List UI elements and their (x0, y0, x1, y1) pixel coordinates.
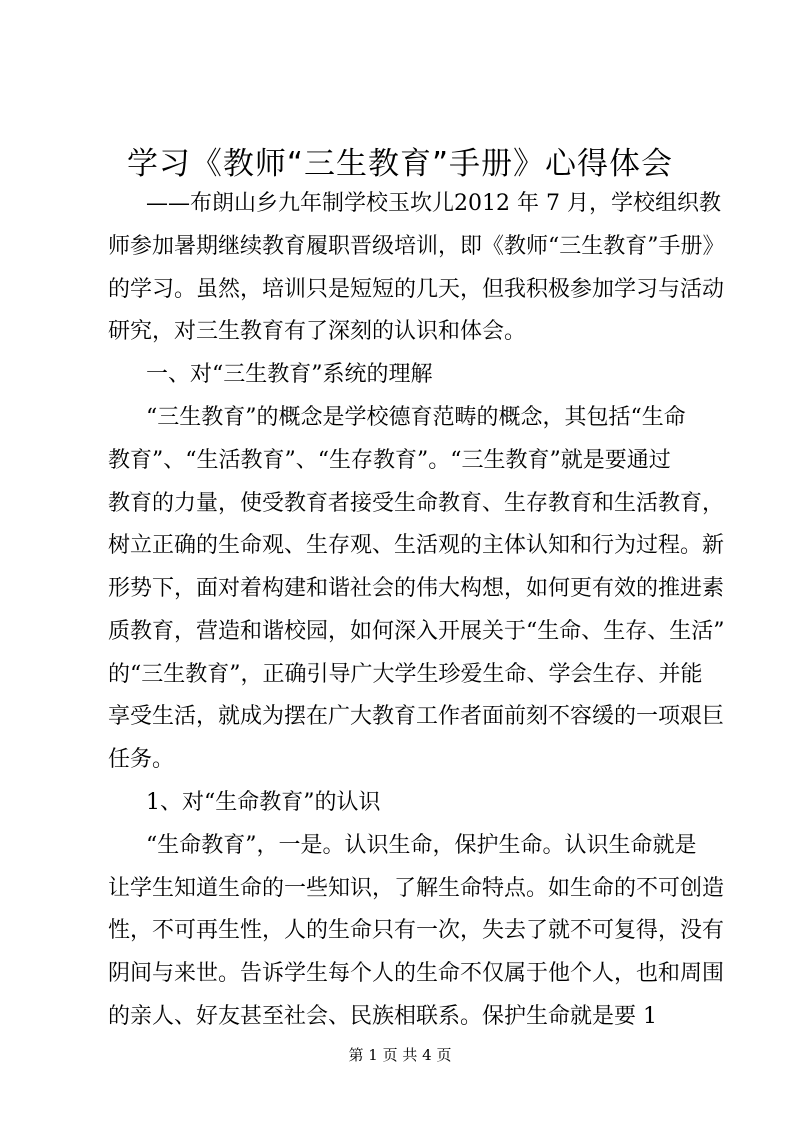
text-line: 的学习。虽然，培训只是短短的几天，但我积极参加学习与活动 (108, 277, 725, 302)
section-heading: 1、对“生命教育”的认识 (146, 790, 381, 815)
text-line: 任务。 (108, 747, 175, 772)
text-line: 研究，对三生教育有了深刻的认识和体会。 (108, 319, 527, 344)
text-line: 教育的力量，使受教育者接受生命教育、生存教育和生活教育， (108, 491, 725, 516)
text-line: 的亲人、好友甚至社会、民族相联系。保护生命就是要 1 (108, 1004, 657, 1029)
text-line: 师参加暑期继续教育履职晋级培训，即《教师“三生教育”手册》 (108, 234, 725, 259)
text-line: 享受生活，就成为摆在广大教育工作者面前刻不容缓的一项艰巨 (108, 704, 725, 729)
text-line: 性，不可再生性，人的生命只有一次，失去了就不可复得，没有 (108, 918, 725, 943)
text-line: 教育”、“生活教育”、“生存教育”。“三生教育”就是要通过 (108, 448, 671, 473)
text-line: 质教育，营造和谐校园，如何深入开展关于“生命、生存、生活” (108, 619, 725, 644)
text-line: “生命教育”，一是。认识生命，保护生命。认识生命就是 (146, 833, 697, 858)
section-heading: 一、对“三生教育”系统的理解 (146, 362, 433, 387)
text-line: 形势下，面对着构建和谐社会的伟大构想，如何更有效的推进素 (108, 576, 725, 601)
text-line: ——布朗山乡九年制学校玉坎儿2012 年 7 月，学校组织教 (146, 191, 721, 216)
page-title: 学习《教师“三生教育”手册》心得体会 (126, 146, 674, 182)
text-line: 阴间与来世。告诉学生每个人的生命不仅属于他个人，也和周围 (108, 961, 725, 986)
text-line: 树立正确的生命观、生存观、生活观的主体认知和行为过程。新 (108, 533, 725, 558)
text-line: 让学生知道生命的一些知识，了解生命特点。如生命的不可创造 (108, 876, 725, 901)
text-line: 的“三生教育”，正确引导广大学生珍爱生命、学会生存、并能 (108, 662, 703, 687)
page-footer: 第 1 页 共 4 页 (348, 1046, 452, 1064)
text-line: “三生教育”的概念是学校德育范畴的概念，其包括“生命 (146, 405, 686, 430)
